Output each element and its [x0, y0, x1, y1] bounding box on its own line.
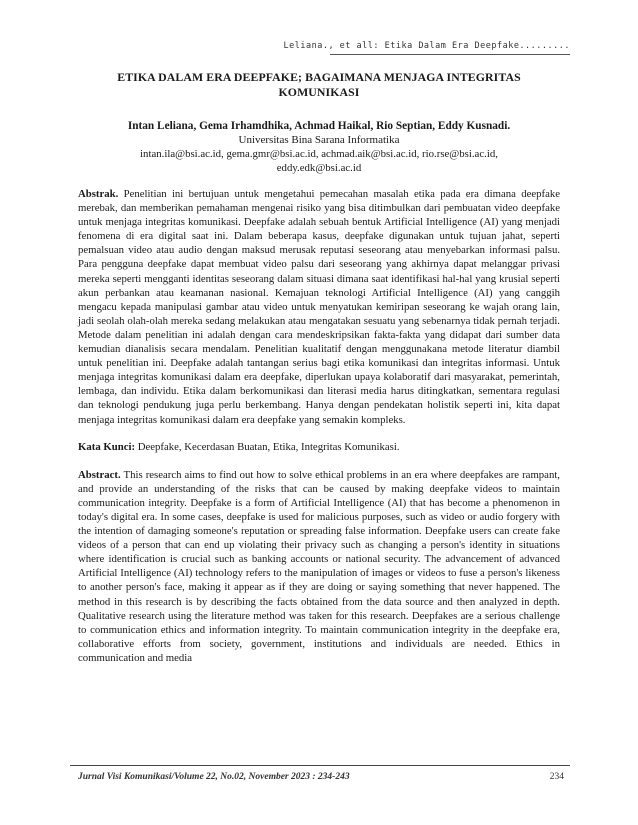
emails-line-1: intan.ila@bsi.ac.id, gema.gmr@bsi.ac.id, achmad.aik@bsi.ac.id, rio.rse@bsi.ac.id,	[140, 148, 498, 160]
paper-title	[78, 70, 560, 100]
author-list: Intan Leliana, Gema Irhamdhika, Achmad Haikal, Rio Septian, Eddy Kusnadi.	[127, 120, 511, 132]
footer-rule	[70, 765, 570, 766]
affiliation: Universitas Bina Sarana Informatika	[238, 134, 400, 146]
abstract-text: This research aims to find out how to solve ethical problems in an era where deepfakes are rampant, and provide an understanding of the risks that can be caused by making deepfake videos to maintain communication integrity. Deepfake is a form of Artificial Intelligence (AI) that has become a phenomenon in today's digital era. In some cases, deepfake is used for malicious purposes, such as video or audio forgery with the intention of damaging someone's reputation or spreading false information. Deepfake users can create fake videos of a person that can end up violating their privacy such as changing a person's identity in situations where identification is crucial such as banking accounts or national security. The advancement of advanced Artificial Intelligence (AI) technology refers to the manipulation of images or videos to fuse a person's likeness to another person's face, making it appear as if they are doing or saying something that never happened. The method in this research is by describing the facts obtained from the data source and then analyzed in depth. Qualitative research using the literature method was taken for this research. Deepfakes are a serious challenge to communication ethics and information integrity. To maintain communication integrity in the deepfake era, collaborative efforts from society, government, institutions and individuals are needed. Ethics in communication and media	[78, 468, 560, 664]
kata-kunci-label: Kata Kunci:	[78, 440, 136, 453]
running-head: Leliana., et all: Etika Dalam Era Deepfake.........	[283, 41, 570, 51]
header-rule	[330, 54, 570, 55]
abstrak-paragraph	[78, 187, 560, 427]
abstrak-text: Penelitian ini bertujuan untuk mengetahui pemecahan masalah etika pada era dimana deepfake merebak, dan memberikan pemahaman mengenai risiko yang bisa ditimbulkan dari pembuatan video deepfake untuk menjaga integritas komunikasi. Deepfake adalah sebuah bentuk Artificial Intelligence (AI) yang menjadi fenomena di era digital saat ini. Dalam beberapa kasus, deepfake digunakan untuk tujuan jahat, seperti pemalsuan video atau audio dengan maksud merusak reputasi seseorang atau menyebarkan informasi palsu. Para pengguna deepfake dapat membuat video palsu dari seseorang yang akhirnya dapat melanggar privasi mereka seperti mengganti identitas seseorang dalam situasi dimana saat identifikasi hal-hal yang krusial seperti akun perbankan atau keamanan nasional. Kemajuan teknologi Artificial Intelligence (AI) yang canggih mengacu kepada manipulasi gambar atau video untuk menyatukan kemiripan seseorang ke wajah orang lain, jadi seolah olah-olah mereka sedang melakukan atau mengatakan sesuatu yang sebenarnya tidak pernah terjadi. Metode dalam penelitian ini adalah dengan cara mendeskripsikan fakta-fakta yang didapat dari sumber data kemudian dianalisis secara mendalam. Penelitian kualitatif dengan menggunakana metode literatur diambil untuk penelitian ini. Deepfake adalah tantangan serius bagi etika komunikasi dan integritas informasi. Untuk menjaga integritas komunikasi dalam era deepfake, diperlukan upaya kolaboratif dari masyarakat, pemerintah, lembaga, dan individu. Etika dalam berkomunikasi dan literasi media harus ditingkatkan, sementara regulasi dan teknologi pendukung juga perlu berkembang. Hanya dengan pendekatan holistik seperti ini, kita dapat menjaga integritas komunikasi dalam era deepfake yang semakin kompleks.	[78, 188, 560, 426]
title-line-2: KOMUNIKASI	[278, 85, 360, 99]
footer-page-number: 234	[549, 772, 564, 782]
abstrak-label: Abstrak.	[78, 188, 119, 200]
footer-journal-citation: Jurnal Visi Komunikasi/Volume 22, No.02, November 2023 : 234-243	[78, 772, 350, 782]
page-content	[78, 70, 560, 665]
abstract-label: Abstract.	[78, 468, 121, 481]
abstract-paragraph	[78, 468, 560, 665]
title-line-1: ETIKA DALAM ERA DEEPFAKE; BAGAIMANA MENJAGA INTEGRITAS	[117, 70, 521, 84]
kata-kunci-paragraph	[78, 440, 560, 454]
kata-kunci-text: Deepfake, Kecerdasan Buatan, Etika, Integritas Komunikasi.	[135, 440, 400, 453]
emails-line-2: eddy.edk@bsi.ac.id	[276, 162, 362, 174]
author-emails	[78, 147, 560, 175]
